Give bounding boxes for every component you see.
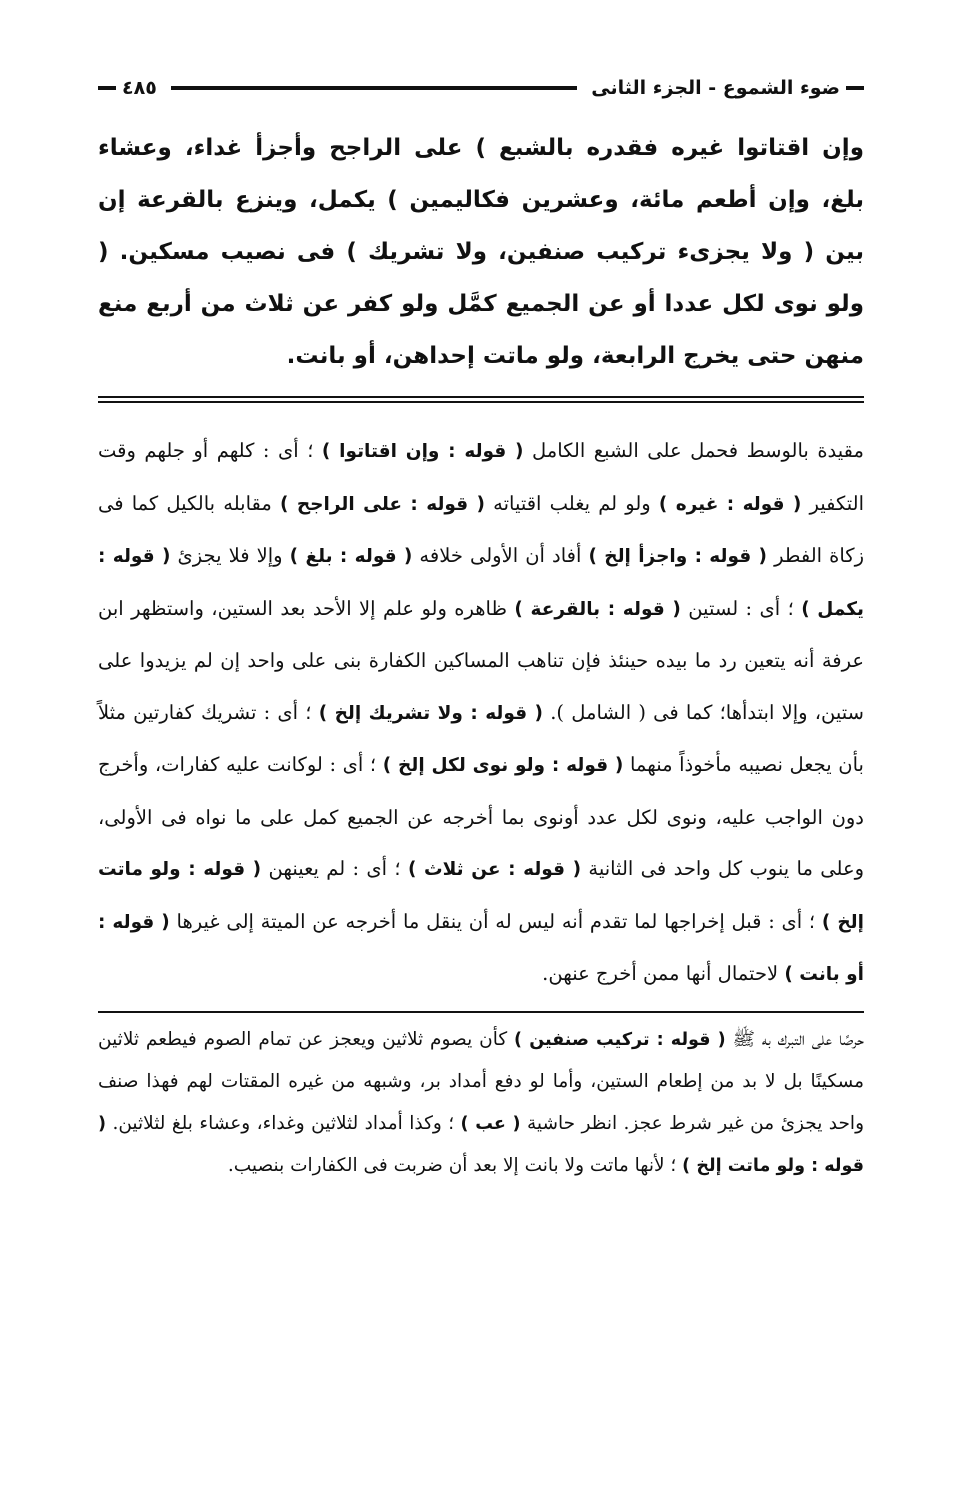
header-dash-right — [846, 86, 864, 90]
footnote-divider — [98, 1011, 864, 1013]
commentary-paragraph — [98, 425, 864, 1001]
quote-label: ( قوله : يكمل ) — [98, 546, 864, 620]
quote-label: ( قوله : ولو ماتت إلخ ) — [98, 859, 864, 933]
text-run: وإلا فلا يجزئ — [170, 544, 290, 567]
text-run: ؛ أى : تشريك كفارتين مثلاً بأن يجعل نصيبه مأخوذاً منهما — [98, 700, 864, 776]
header-rule — [171, 86, 577, 90]
page — [98, 72, 864, 1187]
quote-label: ( عب ) — [460, 1113, 521, 1134]
quote-label: ( قوله : واجزأ إلخ ) — [588, 546, 768, 567]
footnote — [98, 1019, 864, 1187]
text-run: مقيدة بالوسط فحمل على الشبع الكامل — [523, 439, 864, 462]
text-run: ولو لم يغلب اقتياته — [485, 491, 659, 515]
quote-label: ( قوله : ولو نوى لكل إلخ ) — [382, 755, 624, 776]
text-run: مقابله بالكيل كما فى زكاة الفطر — [98, 491, 864, 567]
quote-label: ( قوله : تركيب صنفين ) — [514, 1029, 726, 1050]
text-run: ؛ أى : لستين — [680, 596, 802, 620]
quote-label: ( قوله : ولو ماتت إلخ ) — [98, 1113, 864, 1176]
double-divider — [98, 396, 864, 403]
text-run: ؛ أى : قبل إخراجها لما تقدم أنه ليس له أن ينقل ما أخرجه عن الميتة إلى غيرها — [169, 909, 822, 933]
text-run: كأن يصوم ثلاثين ويعجز عن تمام الصوم فيطعم ثلاثين مسكينًا بل لا بد من إطعام الستين، وأما لو دفع أمداد بر، وشبهه من غيره المقتات لهم فهذا صنف واحد يجزئ من غير شرط عجز. انظر حاشية — [98, 1028, 864, 1134]
text-run: ؛ لأنها ماتت ولا بانت إلا بعد أن ضربت فى الكفارات بنصيب. — [227, 1154, 683, 1176]
quote-label: ( قوله : بالقرعة ) — [514, 598, 681, 620]
quote-label: ( قوله : على الراجح ) — [279, 493, 485, 515]
commentary — [98, 425, 864, 1001]
quote-label: ( قوله : بلغ ) — [289, 546, 413, 567]
quote-label: ( قوله : غيره ) — [658, 493, 802, 515]
quote-label: ( قوله : ولا تشريك إلخ ) — [318, 702, 544, 724]
footnote-paragraph — [98, 1019, 864, 1187]
text-run: لاحتمال أنها ممن أخرج عنهن. — [542, 962, 785, 985]
quote-label: ( قوله : عن ثلاث ) — [407, 859, 582, 880]
running-header — [98, 72, 864, 104]
text-run: ؛ وكذا أمداد لثلاثين وغداء، وعشاء بلغ لثلاثين. — [106, 1112, 461, 1134]
text-run: ظاهره ولو علم إلا الأحد بعد الستين، واستظهر ابن عرفة أنه يتعين رد ما بيده حينئذ فإن تناهب المساكين الكفارة بنى على واحد إن لم يزيدوا على ستين، وإلا ابتدأها؛ كما فى ( الشامل ). — [98, 596, 864, 724]
header-title: ضوء الشموع - الجزء الثانى — [591, 77, 840, 99]
text-run: ؛ أى : لوكانت عليه كفارات، وأخرج دون الواجب عليه، ونوى لكل عدد أونوى بما أخرجه عن الجميع كمل على ما نواه فى الأولى، وعلى ما ينوب كل واحد فى الثانية — [98, 753, 864, 880]
header-dash-left — [98, 86, 116, 90]
text-run: ؛ أى : كلهم أو جلهم وقت التكفير — [98, 439, 865, 515]
quote-label: ( قوله : وإن اقتاتوا ) — [321, 441, 524, 462]
text-run: أفاد أن الأولى خلافه — [412, 544, 589, 567]
quote-label: ( قوله : أو بانت ) — [98, 911, 864, 985]
page-number: ٤٨٥ — [122, 77, 157, 99]
text-run: ؛ أى : لم يعينهن — [261, 857, 408, 880]
main-text-paragraph: وإن اقتاتوا غيره فقدره بالشبع ) على الراجح وأجزأ غداء، وعشاء بلغ، وإن أطعم مائة، وعشرين فكاليمين ) يكمل، وينزع بالقرعة إن بين ( ولا يجزىء تركيب صنفين، ولا تشريك ) فى نصيب مسكين. ( ولو نوى لكل عددا أو عن الجميع كمَّل ولو كفر عن ثلاث من أربع منع منهن حتى يخرج الرابعة، ولو ماتت إحداهن، أو بانت. — [98, 135, 864, 369]
main-text — [98, 122, 864, 382]
text-run: حرصًا على التبرك به ﷺ — [725, 1028, 864, 1050]
